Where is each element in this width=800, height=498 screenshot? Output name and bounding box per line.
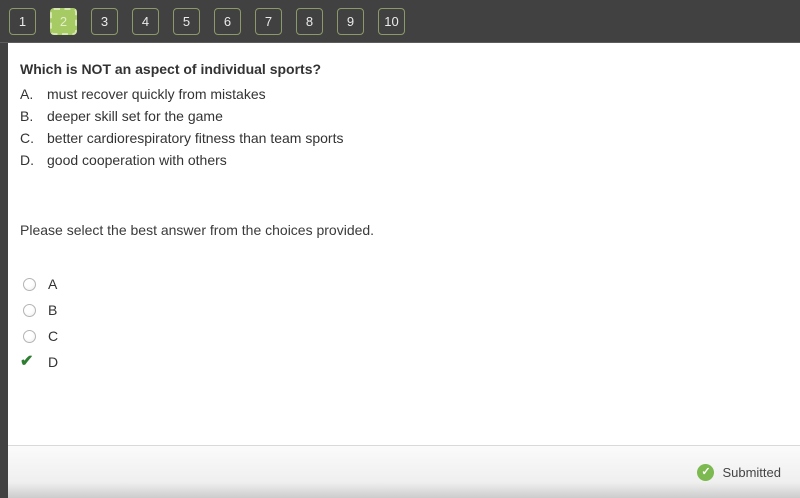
radio-button-b[interactable] <box>23 304 36 317</box>
radio-button-a[interactable] <box>23 278 36 291</box>
submitted-status-label: Submitted <box>722 464 781 480</box>
option-text-d: good cooperation with others <box>47 152 227 168</box>
question-option-b <box>20 105 788 127</box>
choice-label-d[interactable]: D <box>48 354 59 370</box>
status-footer <box>8 445 800 498</box>
choice-label-b[interactable]: B <box>48 302 58 318</box>
choice-label-c[interactable]: C <box>48 328 59 344</box>
question-option-c <box>20 127 788 149</box>
check-mark-icon: ✔ <box>20 353 34 370</box>
question-nav-bar <box>0 0 800 43</box>
question-nav-button-3[interactable]: 3 <box>91 8 118 35</box>
radio-button-c[interactable] <box>23 330 36 343</box>
question-nav-button-7[interactable]: 7 <box>255 8 282 35</box>
choice-row-d-selected <box>20 349 788 375</box>
option-text-b: deeper skill set for the game <box>47 108 223 124</box>
option-letter-c: C. <box>20 130 34 146</box>
question-panel <box>8 43 800 445</box>
question-nav-button-8[interactable]: 8 <box>296 8 323 35</box>
question-nav-button-9[interactable]: 9 <box>337 8 364 35</box>
question-nav-button-2-active[interactable]: 2 <box>50 8 77 35</box>
choice-row-b <box>20 297 788 323</box>
choice-row-c <box>20 323 788 349</box>
question-nav-button-5[interactable]: 5 <box>173 8 200 35</box>
question-option-d <box>20 149 788 171</box>
question-title: Which is NOT an aspect of individual sports? <box>20 61 322 77</box>
answer-prompt: Please select the best answer from the choices provided. <box>20 222 375 238</box>
question-option-a <box>20 83 788 105</box>
question-nav-button-10[interactable]: 10 <box>378 8 405 35</box>
answer-choices <box>20 271 788 375</box>
question-nav-button-6[interactable]: 6 <box>214 8 241 35</box>
option-text-a: must recover quickly from mistakes <box>47 86 266 102</box>
question-nav-button-4[interactable]: 4 <box>132 8 159 35</box>
submitted-check-circle-icon: ✓ <box>697 464 714 481</box>
left-rail <box>0 43 8 498</box>
question-nav-button-1[interactable]: 1 <box>9 8 36 35</box>
choice-label-a[interactable]: A <box>48 276 58 292</box>
option-letter-a: A. <box>20 86 34 102</box>
option-letter-d: D. <box>20 152 34 168</box>
option-letter-b: B. <box>20 108 34 124</box>
choice-row-a <box>20 271 788 297</box>
option-text-c: better cardiorespiratory fitness than team sports <box>47 130 344 146</box>
